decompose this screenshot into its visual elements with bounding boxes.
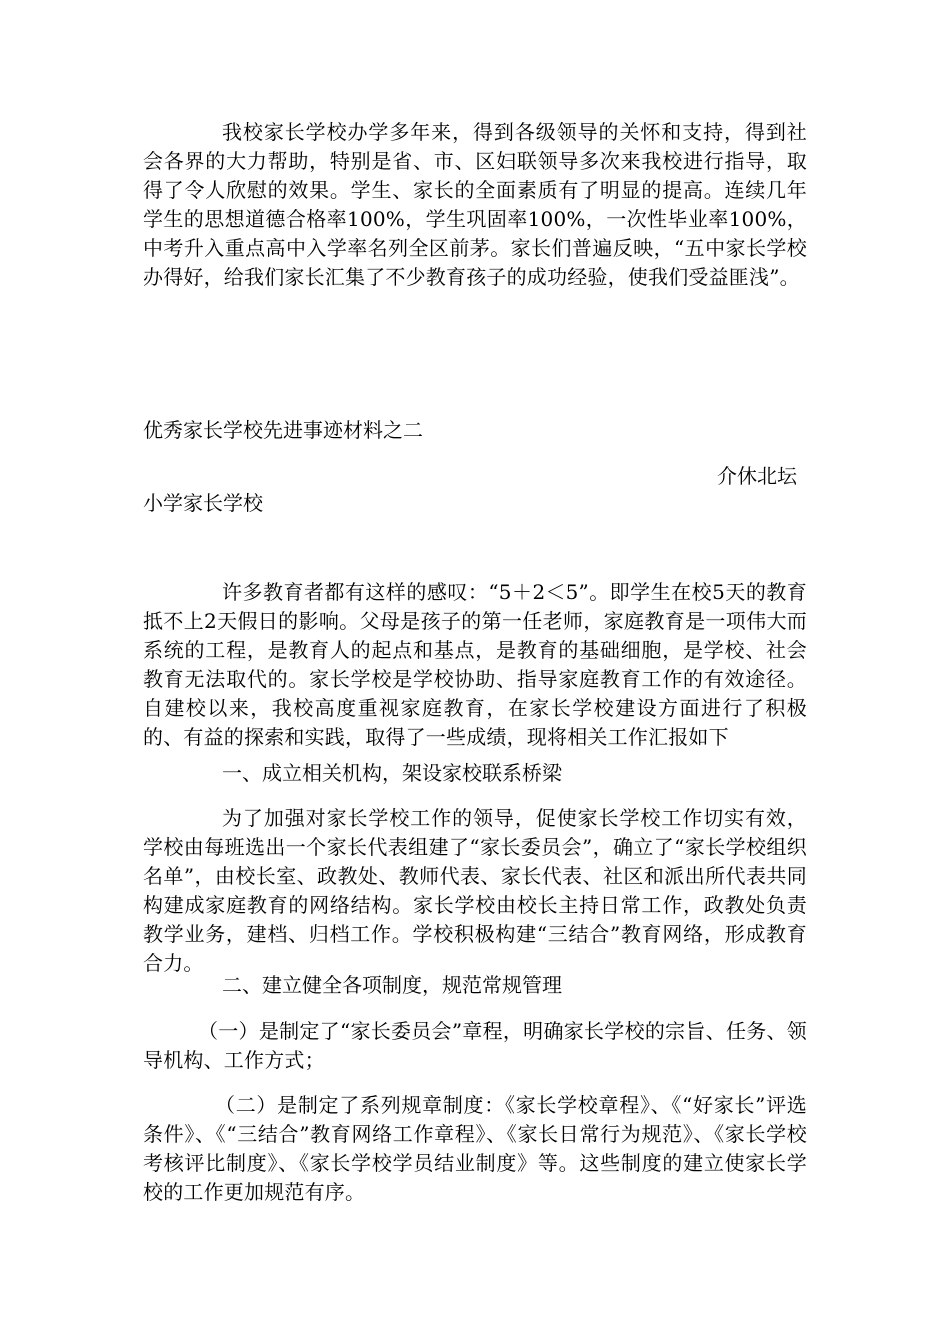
author-line-2: 小学家长学校	[143, 491, 263, 515]
author-line-1: 介休北坛	[717, 464, 797, 488]
section-heading-2: 二、建立健全各项制度，规范常规管理	[222, 973, 562, 997]
document-title: 优秀家长学校先进事迹材料之二	[143, 418, 423, 442]
paragraph-1: 许多教育者都有这样的感叹：“5＋2＜5”。即学生在校5天的教育抵不上2天假日的影响。父母是孩子的第一任老师，家庭教育是一项伟大而系统的工程，是教育人的起点和基点，是教育的基础细胞，是学校、社会教育无法取代的。家长学校是学校协助、指导家庭教育工作的有效途径。自建校以来，我校高度重视家庭教育，在家长学校建设方面进行了积极的、有益的探索和实践，取得了一些成绩，现将相关工作汇报如下	[143, 580, 807, 749]
paragraph-2: 为了加强对家长学校工作的领导，促使家长学校工作切实有效，学校由每班选出一个家长代表组建了“家长委员会”，确立了“家长学校组织名单”，由校长室、政教处、教师代表、家长代表、社区和派出所代表共同构建成家庭教育的网络结构。家长学校由校长主持日常工作，政教处负责教学业务，建档、归档工作。学校积极构建“三结合”教育网络，形成教育合力。	[143, 806, 807, 975]
paragraph-4: （二）是制定了系列规章制度：《家长学校章程》、《“好家长”评选条件》、《“三结合”教育网络工作章程》、《家长日常行为规范》、《家长学校考核评比制度》、《家长学校学员结业制度》等。这些制度的建立使家长学校的工作更加规范有序。	[143, 1093, 807, 1204]
paragraph-3: （一）是制定了“家长委员会”章程，明确家长学校的宗旨、任务、领导机构、工作方式；	[143, 1019, 807, 1072]
intro-paragraph: 我校家长学校办学多年来，得到各级领导的关怀和支持，得到社会各界的大力帮助，特别是省、市、区妇联领导多次来我校进行指导，取得了令人欣慰的效果。学生、家长的全面素质有了明显的提高。连续几年学生的思想道德合格率100%，学生巩固率100%，一次性毕业率100%，中考升入重点高中入学率名列全区前茅。家长们普遍反映，“五中家长学校办得好，给我们家长汇集了不少教育孩子的成功经验，使我们受益匪浅”。	[143, 120, 807, 289]
section-heading-1: 一、成立相关机构，架设家校联系桥梁	[222, 761, 562, 785]
